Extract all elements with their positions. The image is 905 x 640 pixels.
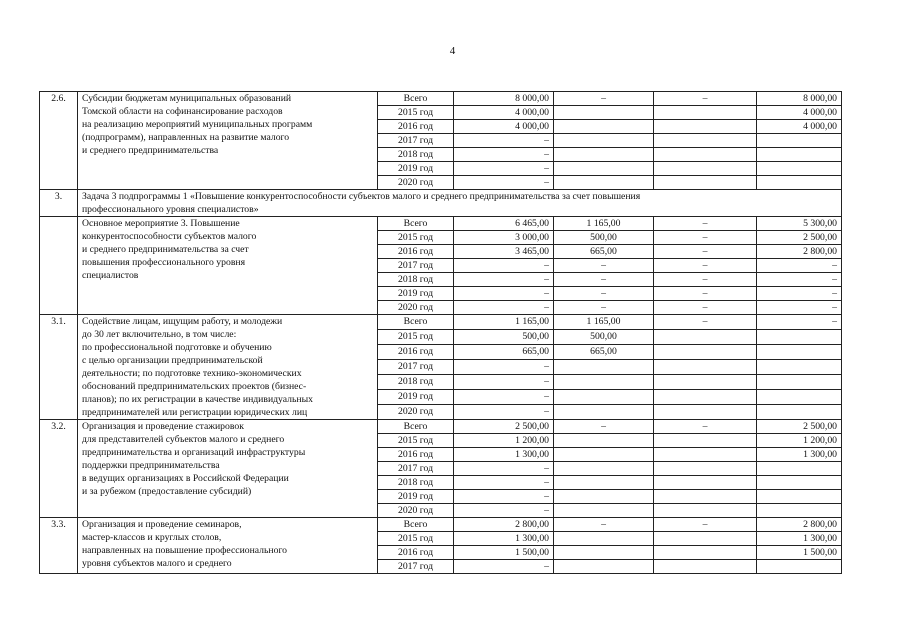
regional-amount-cell: [654, 176, 757, 190]
regional-amount-cell: –: [654, 301, 757, 315]
federal-amount-cell: [554, 405, 654, 420]
regional-amount-cell: –: [654, 273, 757, 287]
description-line: на реализацию мероприятий муниципальных программ: [82, 119, 313, 130]
other-amount-cell: 5 300,00: [757, 217, 842, 231]
total-amount-cell: 2 800,00: [454, 518, 554, 532]
federal-amount-cell: 665,00: [554, 345, 654, 360]
activity-description: [78, 315, 378, 420]
other-amount-cell: [757, 360, 842, 375]
description-line: (подпрограмм), направленных на развитие малого: [82, 132, 290, 143]
federal-amount-cell: 1 165,00: [554, 217, 654, 231]
total-amount-cell: –: [454, 176, 554, 190]
other-amount-cell: [757, 176, 842, 190]
total-amount-cell: –: [454, 287, 554, 301]
table-row: [40, 315, 842, 330]
description-line: предпринимателей или регистрации юридических лиц: [82, 407, 308, 418]
year-cell: 2019 год: [378, 390, 454, 405]
task-description: [78, 190, 842, 217]
total-amount-cell: 665,00: [454, 345, 554, 360]
federal-amount-cell: [554, 390, 654, 405]
other-amount-cell: –: [757, 301, 842, 315]
total-amount-cell: 4 000,00: [454, 106, 554, 120]
other-amount-cell: 1 300,00: [757, 532, 842, 546]
year-cell: 2020 год: [378, 301, 454, 315]
total-amount-cell: 3 000,00: [454, 231, 554, 245]
regional-amount-cell: [654, 532, 757, 546]
regional-amount-cell: [654, 504, 757, 518]
task-row: [40, 190, 842, 217]
regional-amount-cell: –: [654, 245, 757, 259]
total-amount-cell: 4 000,00: [454, 120, 554, 134]
other-amount-cell: 2 500,00: [757, 231, 842, 245]
row-number: 3.3.: [40, 518, 78, 574]
description-line: Основное мероприятие 3. Повышение: [82, 218, 240, 229]
total-amount-cell: –: [454, 504, 554, 518]
year-cell: 2018 год: [378, 148, 454, 162]
other-amount-cell: 2 800,00: [757, 245, 842, 259]
total-amount-cell: –: [454, 390, 554, 405]
total-amount-cell: 1 200,00: [454, 434, 554, 448]
total-amount-cell: 1 500,00: [454, 546, 554, 560]
federal-amount-cell: –: [554, 92, 654, 106]
other-amount-cell: 1 200,00: [757, 434, 842, 448]
total-amount-cell: –: [454, 490, 554, 504]
description-line: планов); по их регистрации в качестве индивидуальных: [82, 394, 313, 405]
table-row: [40, 92, 842, 106]
year-cell: 2016 год: [378, 448, 454, 462]
year-cell: 2016 год: [378, 546, 454, 560]
federal-amount-cell: [554, 476, 654, 490]
other-amount-cell: –: [757, 273, 842, 287]
regional-amount-cell: [654, 560, 757, 574]
total-amount-cell: 2 500,00: [454, 420, 554, 434]
row-number: 3.1.: [40, 315, 78, 420]
description-line: предпринимательства и организаций инфраструктуры: [82, 447, 306, 458]
other-amount-cell: 2 500,00: [757, 420, 842, 434]
federal-amount-cell: 500,00: [554, 231, 654, 245]
description-line: до 30 лет включительно, в том числе:: [82, 329, 237, 340]
year-cell: Всего: [378, 420, 454, 434]
federal-amount-cell: –: [554, 301, 654, 315]
regional-amount-cell: [654, 434, 757, 448]
regional-amount-cell: [654, 476, 757, 490]
table-row: [40, 420, 842, 434]
total-amount-cell: –: [454, 148, 554, 162]
other-amount-cell: 4 000,00: [757, 106, 842, 120]
year-cell: 2016 год: [378, 245, 454, 259]
budget-table: [39, 91, 842, 574]
description-line: по профессиональной подготовке и обучению: [82, 342, 272, 353]
year-cell: 2017 год: [378, 134, 454, 148]
total-amount-cell: –: [454, 134, 554, 148]
year-cell: 2015 год: [378, 434, 454, 448]
row-number: [40, 217, 78, 315]
regional-amount-cell: [654, 134, 757, 148]
table-row: [40, 518, 842, 532]
other-amount-cell: 1 500,00: [757, 546, 842, 560]
other-amount-cell: [757, 462, 842, 476]
year-cell: 2020 год: [378, 504, 454, 518]
other-amount-cell: [757, 330, 842, 345]
regional-amount-cell: [654, 360, 757, 375]
total-amount-cell: –: [454, 301, 554, 315]
description-line: Организация и проведение стажировок: [82, 421, 244, 432]
regional-amount-cell: [654, 106, 757, 120]
federal-amount-cell: –: [554, 287, 654, 301]
federal-amount-cell: [554, 120, 654, 134]
year-cell: 2016 год: [378, 120, 454, 134]
regional-amount-cell: [654, 148, 757, 162]
total-amount-cell: –: [454, 375, 554, 390]
regional-amount-cell: [654, 405, 757, 420]
total-amount-cell: 8 000,00: [454, 92, 554, 106]
other-amount-cell: 8 000,00: [757, 92, 842, 106]
other-amount-cell: [757, 375, 842, 390]
year-cell: 2020 год: [378, 176, 454, 190]
total-amount-cell: 500,00: [454, 330, 554, 345]
total-amount-cell: –: [454, 360, 554, 375]
year-cell: 2017 год: [378, 560, 454, 574]
description-line: Томской области на софинансирование расходов: [82, 106, 283, 117]
activity-description: [78, 92, 378, 190]
regional-amount-cell: [654, 330, 757, 345]
description-line: деятельности; по подготовке технико-экономических: [82, 368, 302, 379]
year-cell: Всего: [378, 315, 454, 330]
year-cell: 2019 год: [378, 490, 454, 504]
description-line: и среднего предпринимательства за счет: [82, 244, 249, 255]
regional-amount-cell: [654, 546, 757, 560]
regional-amount-cell: –: [654, 259, 757, 273]
total-amount-cell: 1 300,00: [454, 448, 554, 462]
other-amount-cell: [757, 405, 842, 420]
regional-amount-cell: –: [654, 287, 757, 301]
total-amount-cell: 1 165,00: [454, 315, 554, 330]
task-line: Задача 3 подпрограммы 1 «Повышение конкурентоспособности субъектов малого и среднего предпринимательства за счет повышения: [82, 191, 641, 202]
other-amount-cell: [757, 560, 842, 574]
total-amount-cell: –: [454, 560, 554, 574]
federal-amount-cell: [554, 462, 654, 476]
other-amount-cell: –: [757, 259, 842, 273]
other-amount-cell: [757, 390, 842, 405]
regional-amount-cell: [654, 390, 757, 405]
year-cell: 2018 год: [378, 476, 454, 490]
other-amount-cell: [757, 134, 842, 148]
year-cell: 2018 год: [378, 273, 454, 287]
total-amount-cell: –: [454, 259, 554, 273]
federal-amount-cell: [554, 532, 654, 546]
federal-amount-cell: [554, 106, 654, 120]
federal-amount-cell: –: [554, 420, 654, 434]
federal-amount-cell: 665,00: [554, 245, 654, 259]
description-line: в ведущих организациях в Российской Федерации: [82, 473, 289, 484]
federal-amount-cell: [554, 504, 654, 518]
other-amount-cell: [757, 476, 842, 490]
year-cell: 2016 год: [378, 345, 454, 360]
activity-description: [78, 518, 378, 574]
regional-amount-cell: [654, 120, 757, 134]
total-amount-cell: –: [454, 162, 554, 176]
total-amount-cell: –: [454, 273, 554, 287]
other-amount-cell: –: [757, 287, 842, 301]
description-line: уровня субъектов малого и среднего: [82, 558, 232, 569]
other-amount-cell: [757, 490, 842, 504]
federal-amount-cell: [554, 162, 654, 176]
year-cell: 2018 год: [378, 375, 454, 390]
federal-amount-cell: –: [554, 273, 654, 287]
federal-amount-cell: [554, 560, 654, 574]
federal-amount-cell: [554, 434, 654, 448]
year-cell: Всего: [378, 92, 454, 106]
table-row: [40, 217, 842, 231]
year-cell: 2017 год: [378, 259, 454, 273]
description-line: повышения профессионального уровня: [82, 257, 246, 268]
year-cell: 2017 год: [378, 462, 454, 476]
federal-amount-cell: [554, 375, 654, 390]
description-line: и за рубежом (предоставление субсидий): [82, 486, 252, 497]
regional-amount-cell: [654, 448, 757, 462]
row-number: 2.6.: [40, 92, 78, 190]
total-amount-cell: 3 465,00: [454, 245, 554, 259]
federal-amount-cell: –: [554, 259, 654, 273]
other-amount-cell: 4 000,00: [757, 120, 842, 134]
description-line: с целью организации предпринимательской: [82, 355, 263, 366]
year-cell: 2019 год: [378, 287, 454, 301]
regional-amount-cell: –: [654, 231, 757, 245]
description-line: Субсидии бюджетам муниципальных образований: [82, 93, 292, 104]
regional-amount-cell: [654, 490, 757, 504]
year-cell: 2020 год: [378, 405, 454, 420]
federal-amount-cell: [554, 490, 654, 504]
federal-amount-cell: [554, 448, 654, 462]
description-line: обоснований предпринимательских проектов (бизнес-: [82, 381, 307, 392]
federal-amount-cell: 1 165,00: [554, 315, 654, 330]
year-cell: 2015 год: [378, 231, 454, 245]
year-cell: 2017 год: [378, 360, 454, 375]
other-amount-cell: 2 800,00: [757, 518, 842, 532]
federal-amount-cell: [554, 148, 654, 162]
federal-amount-cell: –: [554, 518, 654, 532]
regional-amount-cell: [654, 345, 757, 360]
total-amount-cell: 6 465,00: [454, 217, 554, 231]
row-number: 3.: [40, 190, 78, 217]
description-line: специалистов: [82, 270, 139, 281]
total-amount-cell: –: [454, 476, 554, 490]
regional-amount-cell: [654, 162, 757, 176]
regional-amount-cell: –: [654, 420, 757, 434]
regional-amount-cell: [654, 375, 757, 390]
regional-amount-cell: –: [654, 217, 757, 231]
year-cell: Всего: [378, 217, 454, 231]
description-line: для представителей субъектов малого и среднего: [82, 434, 285, 445]
federal-amount-cell: [554, 134, 654, 148]
page-number: 4: [449, 45, 456, 57]
total-amount-cell: –: [454, 405, 554, 420]
description-line: мастер-классов и круглых столов,: [82, 532, 222, 543]
regional-amount-cell: [654, 462, 757, 476]
year-cell: Всего: [378, 518, 454, 532]
total-amount-cell: –: [454, 462, 554, 476]
federal-amount-cell: [554, 176, 654, 190]
year-cell: 2015 год: [378, 106, 454, 120]
description-line: направленных на повышение профессионального: [82, 545, 288, 556]
year-cell: 2015 год: [378, 330, 454, 345]
federal-amount-cell: [554, 546, 654, 560]
description-line: и среднего предпринимательства: [82, 145, 219, 156]
description-line: конкурентоспособности субъектов малого: [82, 231, 257, 242]
description-line: Организация и проведение семинаров,: [82, 519, 242, 530]
year-cell: 2019 год: [378, 162, 454, 176]
other-amount-cell: [757, 162, 842, 176]
regional-amount-cell: –: [654, 92, 757, 106]
other-amount-cell: 1 300,00: [757, 448, 842, 462]
federal-amount-cell: 500,00: [554, 330, 654, 345]
regional-amount-cell: –: [654, 315, 757, 330]
row-number: 3.2.: [40, 420, 78, 518]
other-amount-cell: [757, 345, 842, 360]
other-amount-cell: [757, 148, 842, 162]
other-amount-cell: [757, 504, 842, 518]
task-line: профессионального уровня специалистов»: [82, 204, 259, 215]
description-line: Содействие лицам, ищущим работу, и молодежи: [82, 316, 283, 327]
description-line: поддержки предпринимательства: [82, 460, 220, 471]
activity-description: [78, 420, 378, 518]
federal-amount-cell: [554, 360, 654, 375]
other-amount-cell: –: [757, 315, 842, 330]
total-amount-cell: 1 300,00: [454, 532, 554, 546]
activity-description: [78, 217, 378, 315]
year-cell: 2015 год: [378, 532, 454, 546]
regional-amount-cell: –: [654, 518, 757, 532]
